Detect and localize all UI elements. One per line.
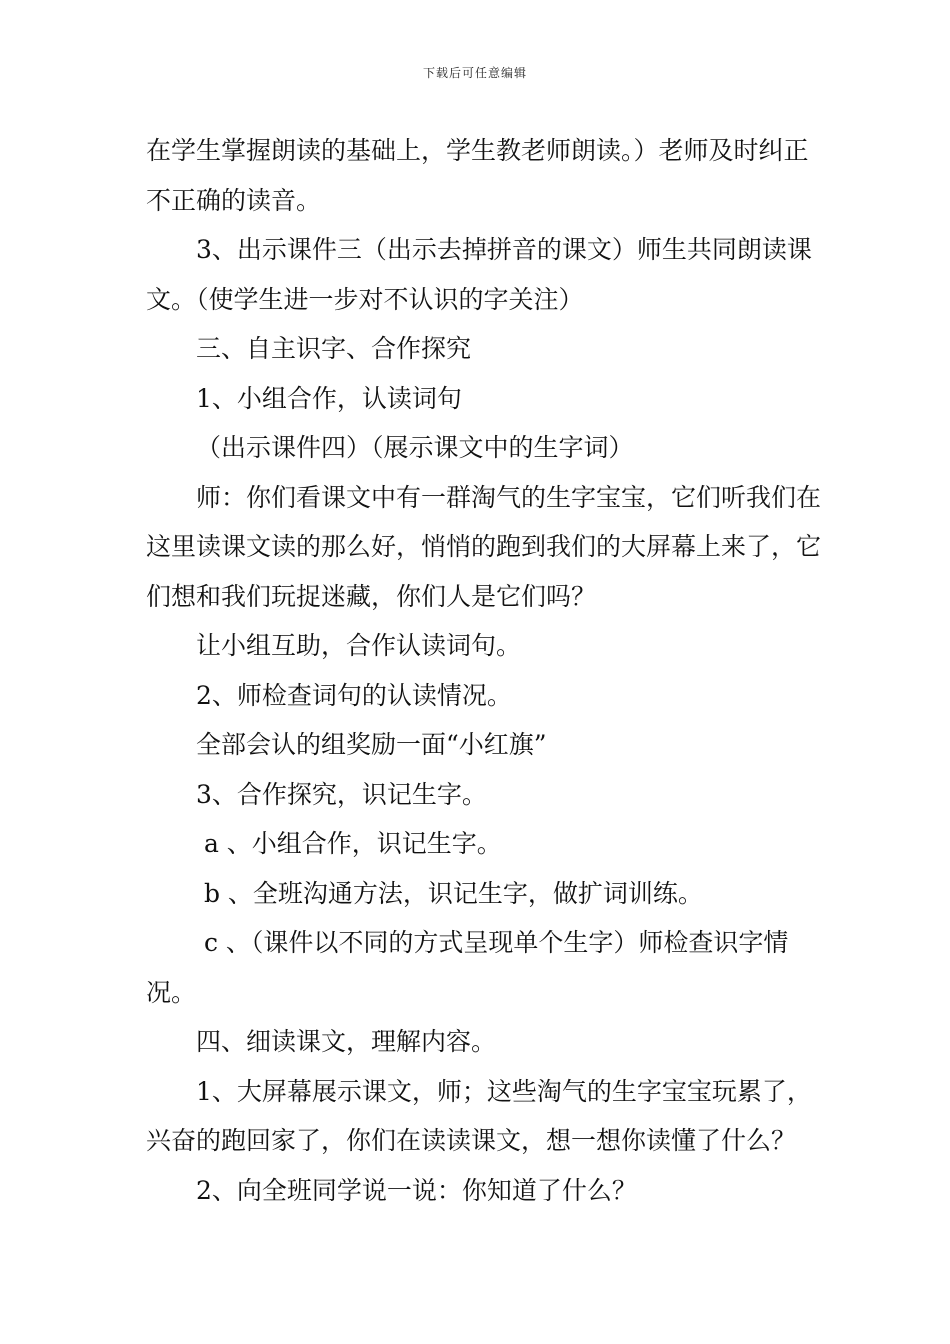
- paragraph-2: 3、出示课件三（出示去掉拼音的课文）师生共同朗读课文。（使学生进一步对不认识的字关注）: [146, 235, 812, 314]
- section-heading-4: 四、细读课文，理解内容。: [196, 1027, 497, 1056]
- paragraph-11: a 、小组合作，识记生字。: [196, 829, 502, 858]
- paragraph-1: 在学生掌握朗读的基础上，学生教老师朗读。）老师及时纠正不正确的读音。: [146, 136, 809, 215]
- paragraph-5: （出示课件四）（展示课文中的生字词）: [196, 433, 634, 462]
- paragraph-10: 3、合作探究，识记生字。: [196, 779, 487, 809]
- paragraph-4: 1、小组合作，认读词句: [196, 383, 462, 413]
- paragraph-9: 全部会认的组奖励一面“小红旗”: [196, 730, 547, 759]
- paragraph-7: 让小组互助，合作认读词句。: [196, 631, 522, 660]
- paragraph-13: c 、（课件以不同的方式呈现单个生字）师检查识字情况。: [146, 928, 789, 1007]
- paragraph-8: 2、师检查词句的认读情况。: [196, 680, 512, 710]
- paragraph-15: 1、大屏幕展示课文，师；这些淘气的生字宝宝玩累了，兴奋的跑回家了，你们在读读课文，想一想你读懂了什么？: [146, 1076, 812, 1155]
- paragraph-12: b 、全班沟通方法，识记生字，做扩词训练。: [196, 878, 703, 908]
- paragraph-6: 师：你们看课文中有一群淘气的生字宝宝，它们听我们在这里读课文读的那么好，悄悄的跑到我们的大屏幕上来了，它们想和我们玩捉迷藏，你们人是它们吗？: [146, 482, 822, 611]
- document-body: [146, 126, 826, 1215]
- page-header: 下载后可任意编辑: [422, 66, 527, 80]
- paragraph-16: 2、向全班同学说一说：你知道了什么？: [196, 1175, 637, 1205]
- section-heading-3: 三、自主识字、合作探究: [196, 334, 472, 363]
